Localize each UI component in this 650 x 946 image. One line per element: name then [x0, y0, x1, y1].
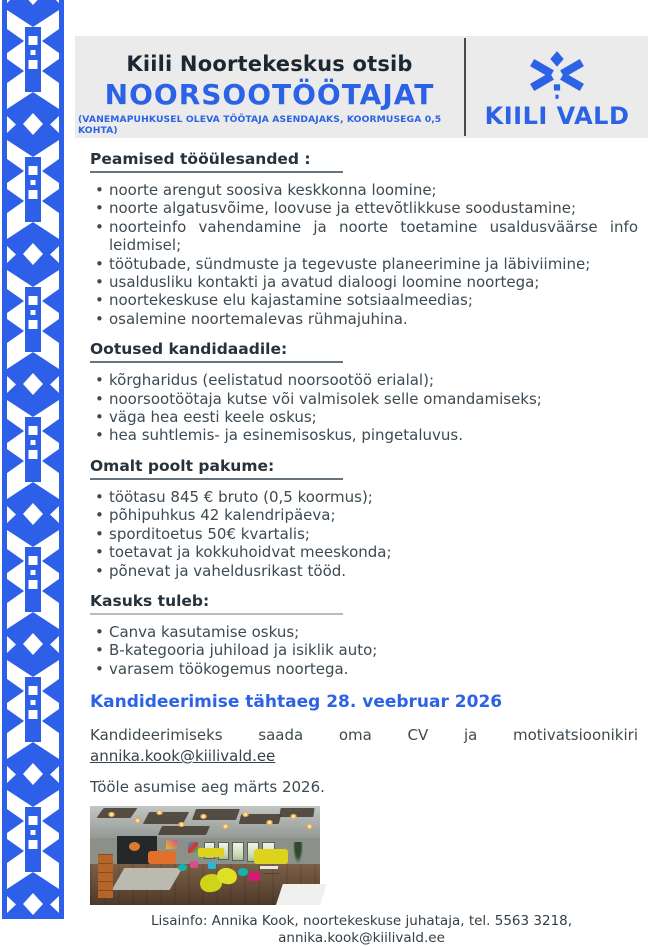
photo-desk — [276, 884, 327, 905]
folk-pattern-icon — [2, 0, 64, 919]
footer-line1: Lisainfo: Annika Kook, noortekeskuse juhataja, tel. 5563 3218, — [150, 913, 573, 930]
logo-block — [466, 36, 648, 138]
youth-centre-photo — [90, 806, 320, 905]
list-item: • Canva kasutamise oskus; — [90, 623, 638, 641]
header — [75, 36, 648, 138]
section-heading-label: Peamised tööülesanded : — [90, 150, 343, 173]
position-title: NOORSOOTÖÖTAJAT — [104, 78, 435, 111]
list-item: • noorte algatusvõime, loovuse ja ettevõtlikkuse soodustamine; — [90, 199, 638, 217]
list-item: • kõrgharidus (eelistatud noorsootöö erialal); — [90, 371, 638, 389]
photo-ceiling-panel — [158, 826, 210, 835]
photo-yellow-sofa — [254, 849, 288, 864]
footer-contact — [75, 913, 648, 946]
section-heading-label: Omalt poolt pakume: — [90, 457, 343, 480]
photo-shelf — [98, 854, 113, 898]
section-heading-expectations — [90, 340, 638, 363]
sections — [90, 150, 638, 678]
position-subtitle: (VANEMAPUHKUSEL OLEVA TÖÖTAJA ASENDAJAKS, KOORMUSEGA 0,5 KOHTA) — [78, 114, 442, 136]
page-title: Kiili Noortekeskus otsib — [126, 52, 413, 76]
photo-plant — [293, 842, 303, 864]
list-item: • B-kategooria juhiload ja isiklik auto; — [90, 641, 638, 659]
list-item: • väga hea eesti keele oskus; — [90, 408, 638, 426]
list-item: • varasem töökogemus noortega. — [90, 660, 638, 678]
list-item: • noorsootöötaja kutse või valmisolek selle omandamiseks; — [90, 390, 638, 408]
list-item: • noorteinfo vahendamine ja noorte toetamine usaldusväärse info leidmisel; — [90, 218, 638, 255]
section-heading-tasks — [90, 150, 638, 173]
section-heading-advantage — [90, 592, 638, 615]
photo-pouf — [190, 861, 198, 868]
list-item: • noorte arengut soosiva keskkonna loomine; — [90, 181, 638, 199]
photo-yellow-sofa — [198, 848, 224, 857]
folk-pattern-border — [2, 0, 64, 919]
footer-email[interactable]: annika.kook@kiilivald.ee — [278, 929, 445, 946]
email-link[interactable]: annika.kook@kiilivald.ee — [90, 747, 276, 766]
offer-list — [90, 488, 638, 580]
list-item: • osalemine noortemalevas rühmajuhina. — [90, 310, 638, 328]
list-item: • töötasu 845 € bruto (0,5 koormus); — [90, 488, 638, 506]
apply-paragraph — [90, 726, 638, 766]
photo-pouf — [208, 862, 216, 869]
list-item: • toetavat ja kokkuhoidvat meeskonda; — [90, 543, 638, 561]
start-date-text: Tööle asumise aeg märts 2026. — [90, 778, 325, 797]
photo-ceiling-panel — [96, 808, 137, 818]
deadline-text: Kandideerimise tähtaeg 28. veebruar 2026 — [90, 692, 503, 713]
list-item: • noortekeskuse elu kajastamine sotsiaalmeedias; — [90, 291, 638, 309]
photo-chalk-drawing — [129, 842, 140, 851]
task-list — [90, 181, 638, 328]
list-item: • põhipuhkus 42 kalendripäeva; — [90, 506, 638, 524]
expectations-list — [90, 371, 638, 445]
section-heading-label: Ootused kandidaadile: — [90, 340, 343, 363]
photo-window — [232, 842, 244, 861]
photo-artwork — [188, 842, 198, 853]
list-item: • töötubade, sündmuste ja tegevuste planeerimine ja läbiviimine; — [90, 255, 638, 273]
photo-table — [260, 866, 278, 869]
photo-artwork — [166, 840, 177, 849]
photo-pouf — [249, 872, 260, 881]
section-heading-offer — [90, 457, 638, 480]
logo-text: KIILI VALD — [484, 102, 630, 130]
list-item: • sporditoetus 50€ kvartalis; — [90, 525, 638, 543]
dragonfly-icon — [528, 50, 586, 100]
list-item: • põnevat ja vaheldusrikast tööd. — [90, 562, 638, 580]
section-heading-label: Kasuks tuleb: — [90, 592, 343, 615]
document-content — [75, 0, 648, 946]
photo-ceiling-panel — [279, 808, 314, 817]
advantage-list — [90, 623, 638, 678]
list-item: • usaldusliku kontakti ja avatud dialoogi loomine noortega; — [90, 273, 638, 291]
list-item: • hea suhtlemis- ja esinemisoskus, pingetaluvus. — [90, 426, 638, 444]
photo-orange-sofa — [148, 851, 176, 864]
apply-instruction: Kandideerimiseks saada oma CV ja motivatsioonikiri — [90, 726, 638, 745]
header-titles — [75, 36, 464, 138]
photo-ceiling-panel — [192, 809, 240, 820]
